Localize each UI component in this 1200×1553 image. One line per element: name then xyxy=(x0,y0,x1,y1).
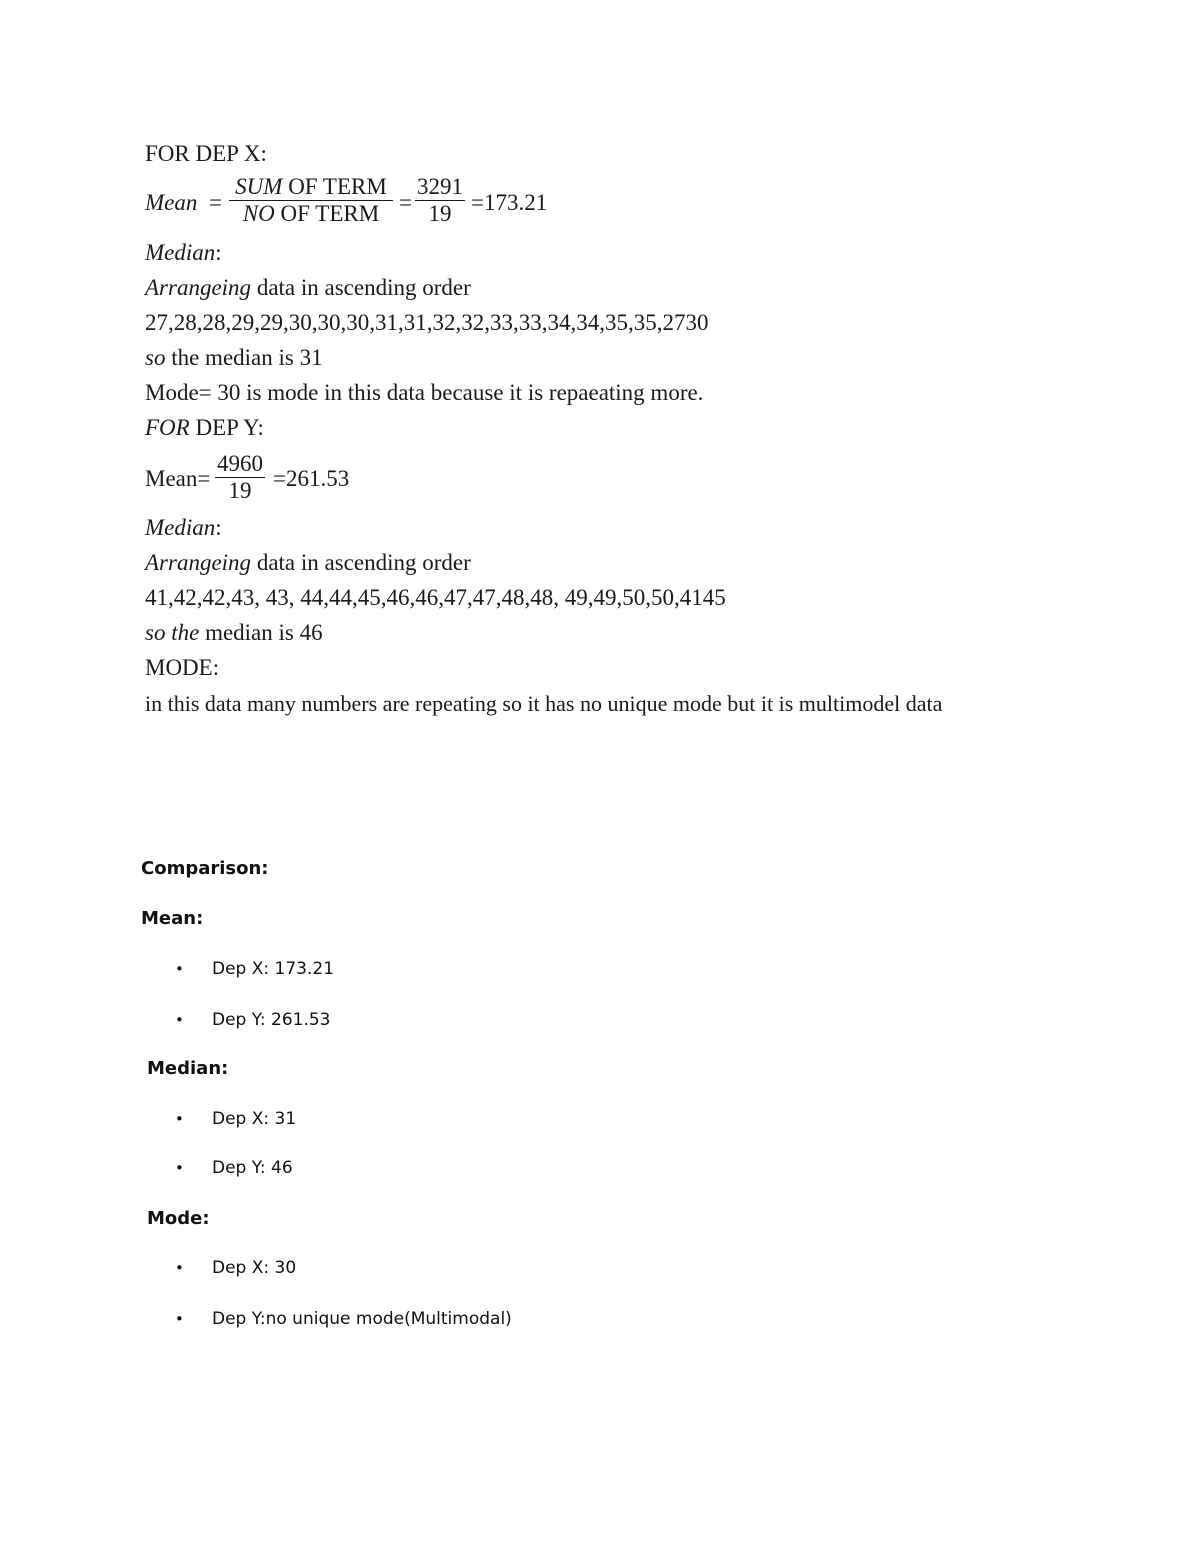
comparison-median-heading: Median: xyxy=(147,1058,229,1079)
dep-x-mean-numerator: SUM OF TERM xyxy=(235,174,387,199)
dep-x-mean-label: Mean xyxy=(145,190,198,215)
dep-x-mean-formula xyxy=(145,174,565,238)
dep-x-sorted-data: 27,28,28,29,29,30,30,30,31,31,32,32,33,33,34,34,35,35,2730 xyxy=(145,310,709,335)
dep-y-mean-result: =261.53 xyxy=(273,466,350,491)
dep-y-mean-fraction: 4960 19 xyxy=(217,451,263,503)
dep-y-mean-label: Mean= xyxy=(145,466,211,491)
dep-y-heading: FOR DEP Y: xyxy=(145,415,264,440)
bullet-icon: • xyxy=(175,1259,184,1277)
comparison-title: Comparison: xyxy=(141,858,269,879)
dep-x-mean-value-fraction: 3291 19 xyxy=(417,174,463,226)
dep-y-median-label: Median: xyxy=(145,515,222,540)
dep-x-heading: FOR DEP X: xyxy=(145,141,267,166)
dep-x-mean-eq: = xyxy=(209,190,222,215)
dep-x-median-label: Median: xyxy=(145,240,222,265)
dep-x-mean-fraction xyxy=(229,174,393,227)
list-item: • Dep X: 31 xyxy=(175,1109,297,1129)
list-item: • Dep X: 30 xyxy=(175,1258,297,1278)
bullet-icon: • xyxy=(175,1110,184,1128)
list-item: • Dep X: 173.21 xyxy=(175,959,335,979)
dep-x-mean-denominator: NO OF TERM xyxy=(242,201,380,226)
dep-y-mode-text: in this data many numbers are repeating so it has no unique mode but it is multimodel data xyxy=(145,691,943,716)
dep-y-arrange-text: Arrangeing data in ascending order xyxy=(145,550,471,575)
dep-x-mean-result: =173.21 xyxy=(471,190,548,215)
dep-x-mean-eq2: = xyxy=(399,190,412,215)
bullet-icon: • xyxy=(175,1310,184,1328)
dep-x-arrange-text: Arrangeing data in ascending order xyxy=(145,275,471,300)
bullet-icon: • xyxy=(175,960,184,978)
bullet-icon: • xyxy=(175,1159,184,1177)
comparison-mode-heading: Mode: xyxy=(147,1208,210,1229)
dep-y-sorted-data: 41,42,42,43, 43, 44,44,45,46,46,47,47,48,48, 49,49,50,50,4145 xyxy=(145,585,726,610)
list-item: • Dep Y: 261.53 xyxy=(175,1010,331,1030)
comparison-mean-heading: Mean: xyxy=(141,908,204,929)
dep-x-median-result: so the median is 31 xyxy=(145,345,323,370)
list-item: • Dep Y: 46 xyxy=(175,1158,293,1178)
dep-y-median-result: so the median is 46 xyxy=(145,620,323,645)
bullet-icon: • xyxy=(175,1011,184,1029)
list-item: • Dep Y:no unique mode(Multimodal) xyxy=(175,1309,512,1329)
dep-y-mode-heading: MODE: xyxy=(145,655,220,680)
dep-y-mean-formula xyxy=(145,451,405,511)
dep-x-mode-text: Mode= 30 is mode in this data because it is repaeating more. xyxy=(145,380,704,405)
